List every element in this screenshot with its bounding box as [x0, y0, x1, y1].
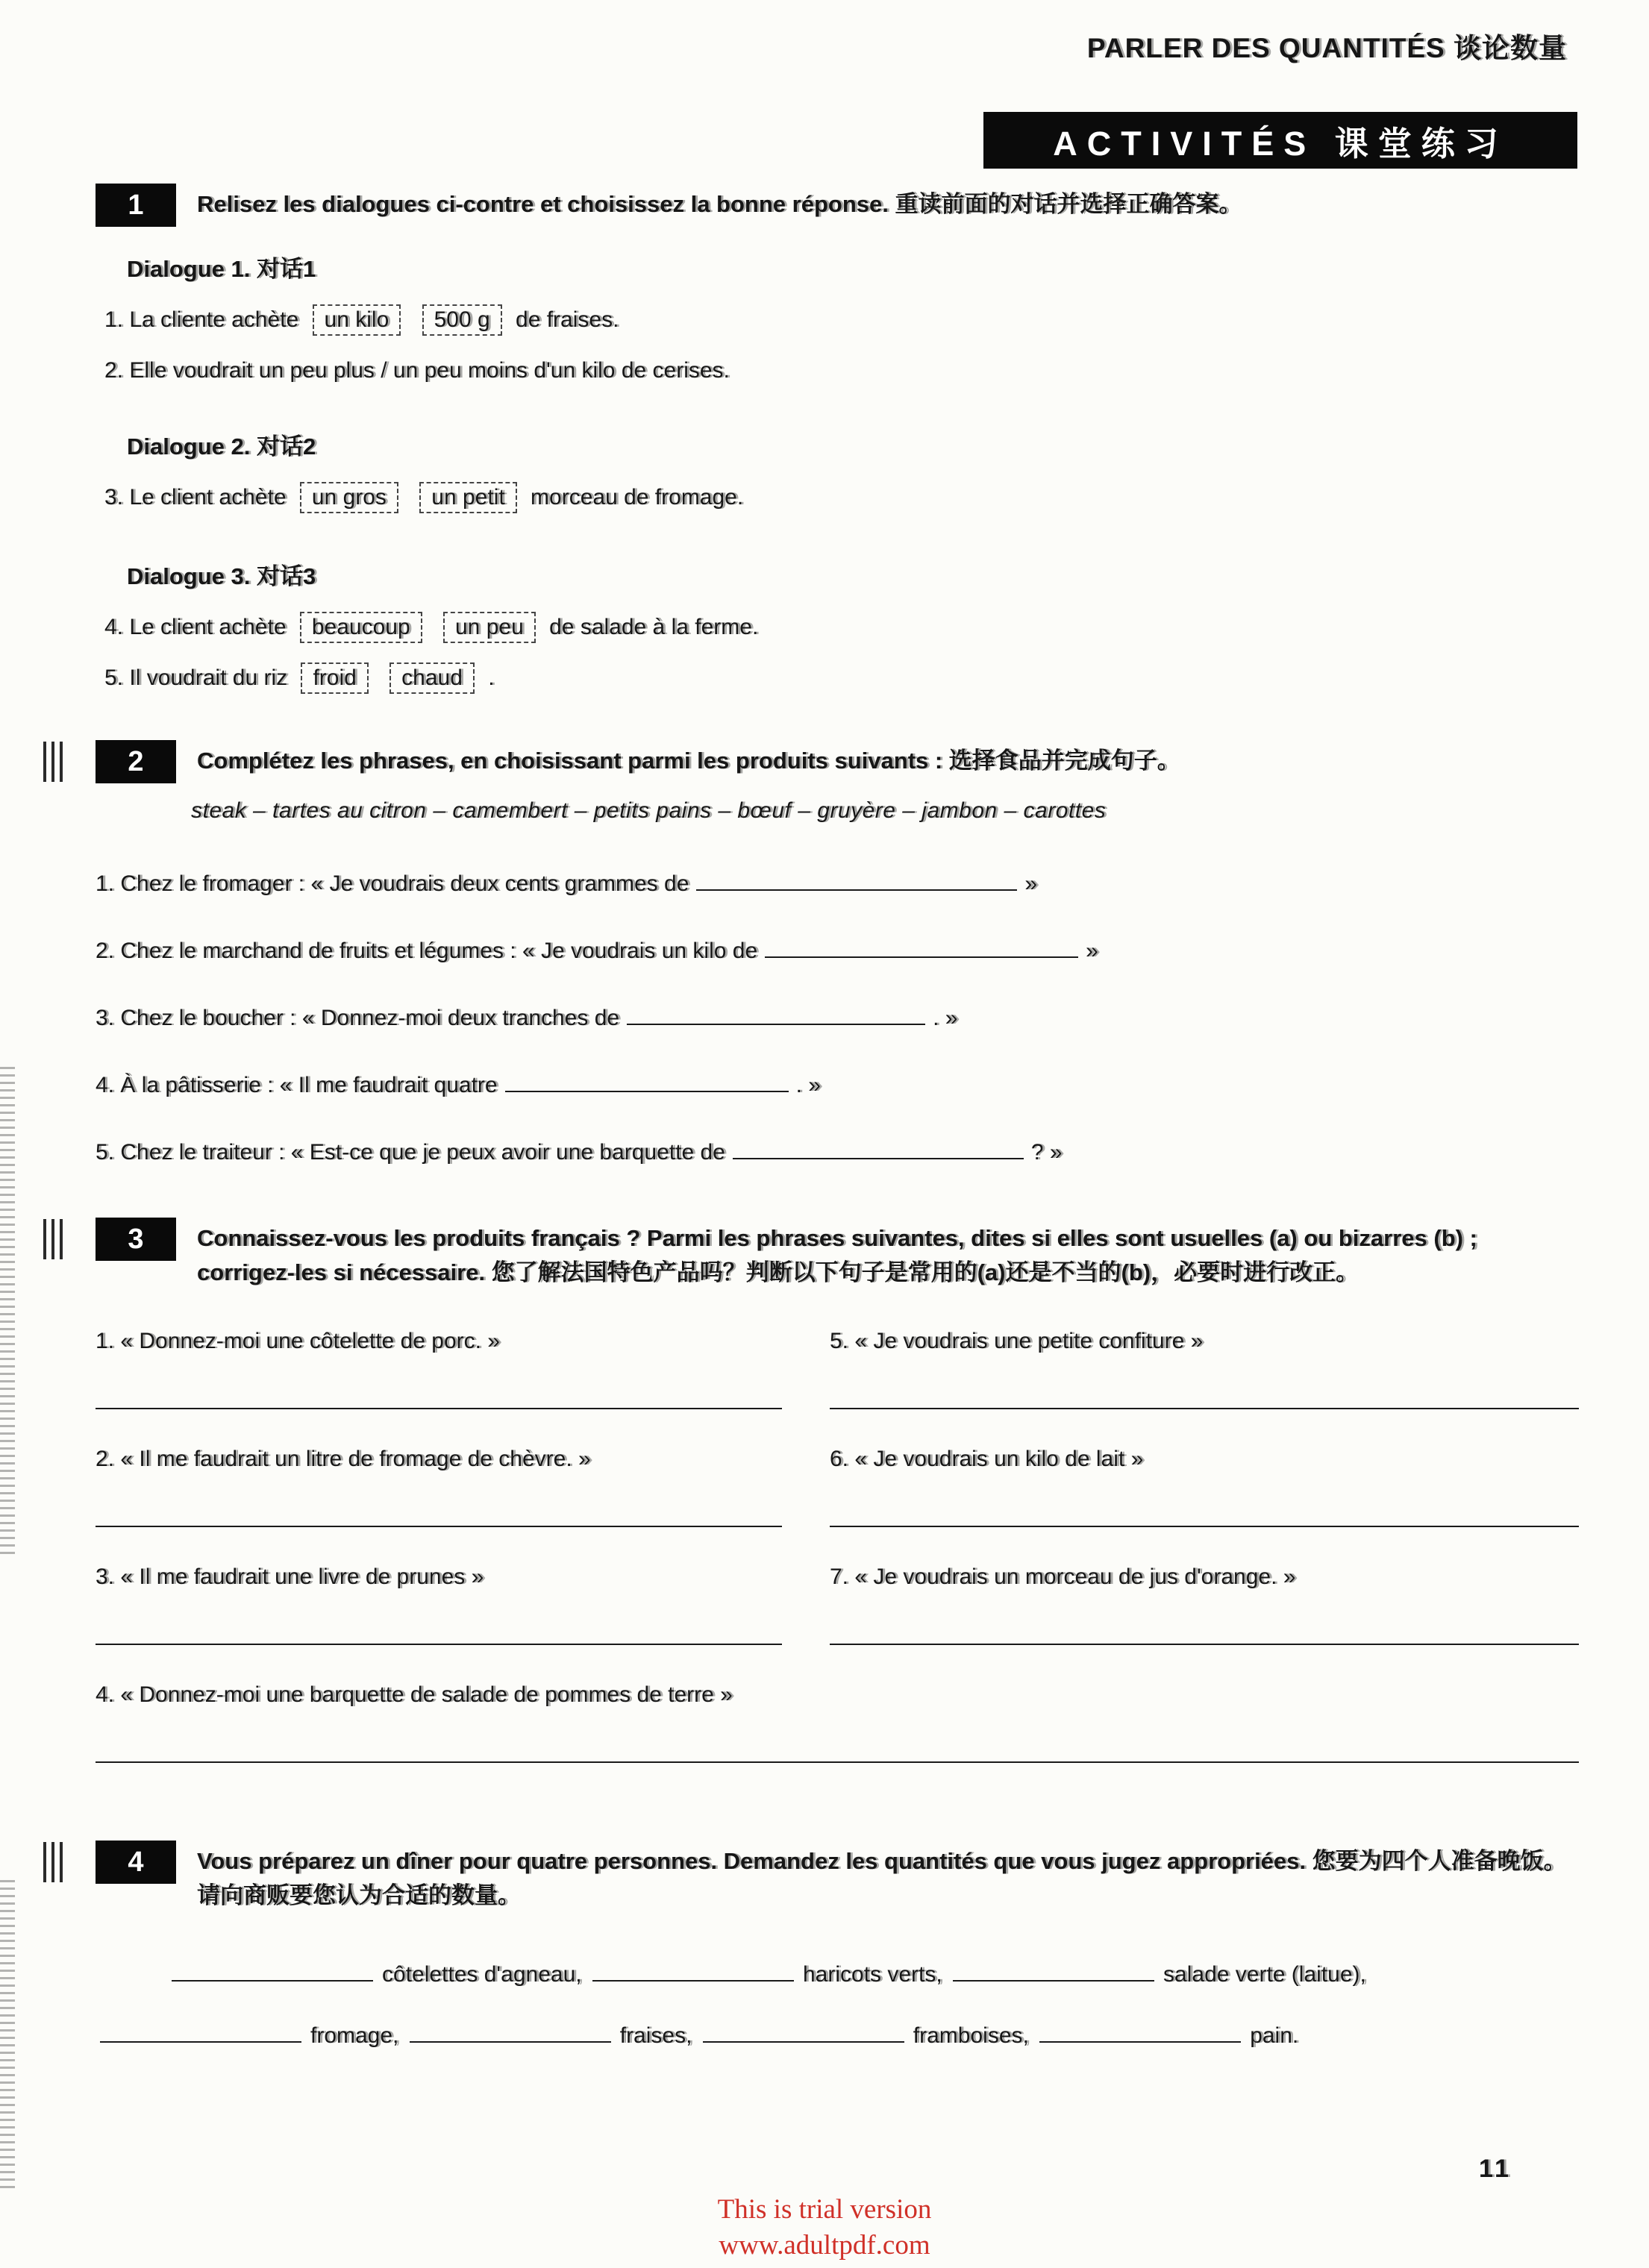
- dialogue-item: [104, 612, 1579, 643]
- item-text: 2. « Il me faudrait un litre de fromage de chèvre. »: [96, 1447, 591, 1471]
- answer-blank[interactable]: [1039, 2041, 1241, 2043]
- exercise-1-instruction: Relisez les dialogues ci-contre et choisissez la bonne réponse. 重读前面的对话并选择正确答案。: [197, 191, 1242, 217]
- fill-item: [96, 868, 1579, 900]
- item-text: 4. À la pâtisserie : « Il me faudrait quatre: [96, 1073, 498, 1097]
- exercise-4: [96, 1841, 1579, 2067]
- question-item: [96, 1326, 782, 1409]
- fill-item: [96, 1070, 1579, 1101]
- answer-blank[interactable]: [953, 1980, 1154, 1982]
- worksheet-content: [96, 184, 1579, 2067]
- choice-option[interactable]: 500 g: [422, 304, 502, 336]
- item-text: 6. « Je voudrais un kilo de lait »: [830, 1447, 1144, 1471]
- dialogue-3-title: Dialogue 3. 对话3: [127, 563, 316, 589]
- answer-line[interactable]: [830, 1408, 1579, 1409]
- item-text: . »: [933, 1006, 958, 1030]
- item-text: 5. « Je voudrais une petite confiture »: [830, 1329, 1204, 1353]
- item-text: 3. Le client achète: [104, 485, 287, 510]
- item-text: ? »: [1030, 1140, 1063, 1165]
- choice-option[interactable]: un peu: [443, 612, 536, 643]
- activities-banner: ACTIVITÉS 课堂练习: [983, 112, 1577, 169]
- item-text: de salade à la ferme.: [549, 615, 759, 639]
- trial-watermark: [0, 2192, 1649, 2264]
- word-bank: steak – tartes au citron – camembert – petits pains – bœuf – gruyère – jambon – carottes: [191, 798, 1107, 823]
- answer-blank[interactable]: [592, 1980, 794, 1982]
- item-text: 1. « Donnez-moi une côtelette de porc. »: [96, 1329, 500, 1353]
- dialogue-2-title: Dialogue 2. 对话2: [127, 433, 316, 460]
- choice-option[interactable]: beaucoup: [300, 612, 422, 643]
- exercise-1: [96, 184, 1579, 694]
- answer-blank[interactable]: [703, 2041, 904, 2043]
- answer-line[interactable]: [830, 1644, 1579, 1645]
- scan-artifact: [43, 742, 63, 782]
- item-text: 4. Le client achète: [104, 615, 287, 639]
- page-title: PARLER DES QUANTITÉS 谈论数量: [1086, 33, 1567, 63]
- exercise-4-instruction: Vous préparez un dîner pour quatre personnes. Demandez les quantités que vous jugez appropriées. 您要为四个人准备晚饭。请向商贩要您认为合适的数量。: [197, 1848, 1567, 1908]
- item-label: pain.: [1250, 2023, 1299, 2048]
- question-item: [96, 1679, 1579, 1763]
- answer-blank[interactable]: [627, 1024, 925, 1025]
- fill-item: [96, 1003, 1579, 1034]
- item-label: salade verte (laitue),: [1163, 1962, 1366, 1987]
- item-text: 2. Elle voudrait un peu plus / un peu moins d'un kilo de cerises.: [104, 358, 730, 383]
- item-text: 5. Il voudrait du riz: [104, 665, 288, 690]
- item-text: »: [1024, 871, 1038, 896]
- answer-blank[interactable]: [505, 1091, 789, 1092]
- answer-blank[interactable]: [696, 889, 1017, 891]
- fill-item: [96, 936, 1579, 967]
- exercise-3-instruction: Connaissez-vous les produits français ? Parmi les phrases suivantes, dites si elles sont usuelles (a) ou bizarres (b) ; corrigez-les si nécessaire. 您了解法国特色产品吗？判断以下句子是常用的(a)还是不当的(b)，必要时进行改正。: [197, 1225, 1477, 1285]
- answer-blank[interactable]: [733, 1158, 1024, 1159]
- answer-blank[interactable]: [765, 956, 1078, 958]
- item-label: fromage,: [310, 2023, 399, 2048]
- item-text: de fraises.: [516, 307, 619, 332]
- item-label: haricots verts,: [802, 1962, 942, 1987]
- page-number: 11: [1479, 2155, 1512, 2183]
- item-text: 3. Chez le boucher : « Donnez-moi deux tranches de: [96, 1006, 620, 1030]
- item-text: 1. La cliente achète: [104, 307, 299, 332]
- question-item: [830, 1326, 1579, 1409]
- exercise-2-instruction: Complétez les phrases, en choisissant parmi les produits suivants : 选择食品并完成句子。: [197, 748, 1180, 774]
- trial-url[interactable]: www.adultpdf.com: [719, 2230, 930, 2261]
- answer-blank[interactable]: [100, 2041, 301, 2043]
- fill-item: [96, 1137, 1579, 1168]
- exercise-3: [96, 1218, 1579, 1763]
- scan-noise: [0, 1067, 15, 1559]
- item-text: 1. Chez le fromager : « Je voudrais deux cents grammes de: [96, 871, 689, 896]
- dialogue-item: [104, 482, 1579, 513]
- dialogue-1-title: Dialogue 1. 对话1: [127, 256, 316, 282]
- exercise-1-number: 1: [96, 184, 176, 227]
- item-label: framboises,: [913, 2023, 1029, 2048]
- question-item: [830, 1444, 1579, 1527]
- answer-line[interactable]: [96, 1526, 782, 1527]
- item-text: 7. « Je voudrais un morceau de jus d'orange. »: [830, 1564, 1296, 1589]
- answer-line[interactable]: [96, 1644, 782, 1645]
- item-text: 3. « Il me faudrait une livre de prunes »: [96, 1564, 484, 1589]
- item-text: . »: [795, 1073, 821, 1097]
- dialogue-item: [104, 304, 1579, 336]
- item-text: »: [1086, 939, 1098, 963]
- exercise-4-number: 4: [96, 1841, 176, 1884]
- item-label: côtelettes d'agneau,: [382, 1962, 582, 1987]
- scan-artifact: [43, 1842, 63, 1882]
- answer-blank[interactable]: [410, 2041, 611, 2043]
- exercise-3-number: 3: [96, 1218, 176, 1261]
- shopping-list: [96, 1944, 1579, 2067]
- answer-line[interactable]: [96, 1408, 782, 1409]
- choice-option[interactable]: un kilo: [313, 304, 401, 336]
- exercise-2-number: 2: [96, 740, 176, 783]
- item-label: fraises,: [619, 2023, 692, 2048]
- exercise-2: [96, 740, 1579, 1168]
- scan-noise: [0, 1880, 15, 2193]
- scan-artifact: [43, 1219, 63, 1259]
- item-text: 5. Chez le traiteur : « Est-ce que je peux avoir une barquette de: [96, 1140, 725, 1165]
- answer-blank[interactable]: [172, 1980, 373, 1982]
- question-item: [830, 1561, 1579, 1645]
- answer-line[interactable]: [830, 1526, 1579, 1527]
- dialogue-item: [104, 355, 1579, 386]
- choice-option[interactable]: chaud: [389, 662, 475, 694]
- item-text: .: [488, 665, 495, 690]
- choice-option[interactable]: froid: [301, 662, 368, 694]
- choice-option[interactable]: un gros: [300, 482, 398, 513]
- trial-text: This is trial version: [717, 2194, 932, 2225]
- question-item: [96, 1561, 782, 1645]
- dialogue-item: [104, 662, 1579, 694]
- item-text: morceau de fromage.: [531, 485, 744, 510]
- item-text: 2. Chez le marchand de fruits et légumes : « Je voudrais un kilo de: [96, 939, 758, 963]
- answer-line[interactable]: [96, 1761, 1579, 1763]
- item-text: 4. « Donnez-moi une barquette de salade de pommes de terre »: [96, 1682, 733, 1707]
- question-item: [96, 1444, 782, 1527]
- choice-option[interactable]: un petit: [419, 482, 516, 513]
